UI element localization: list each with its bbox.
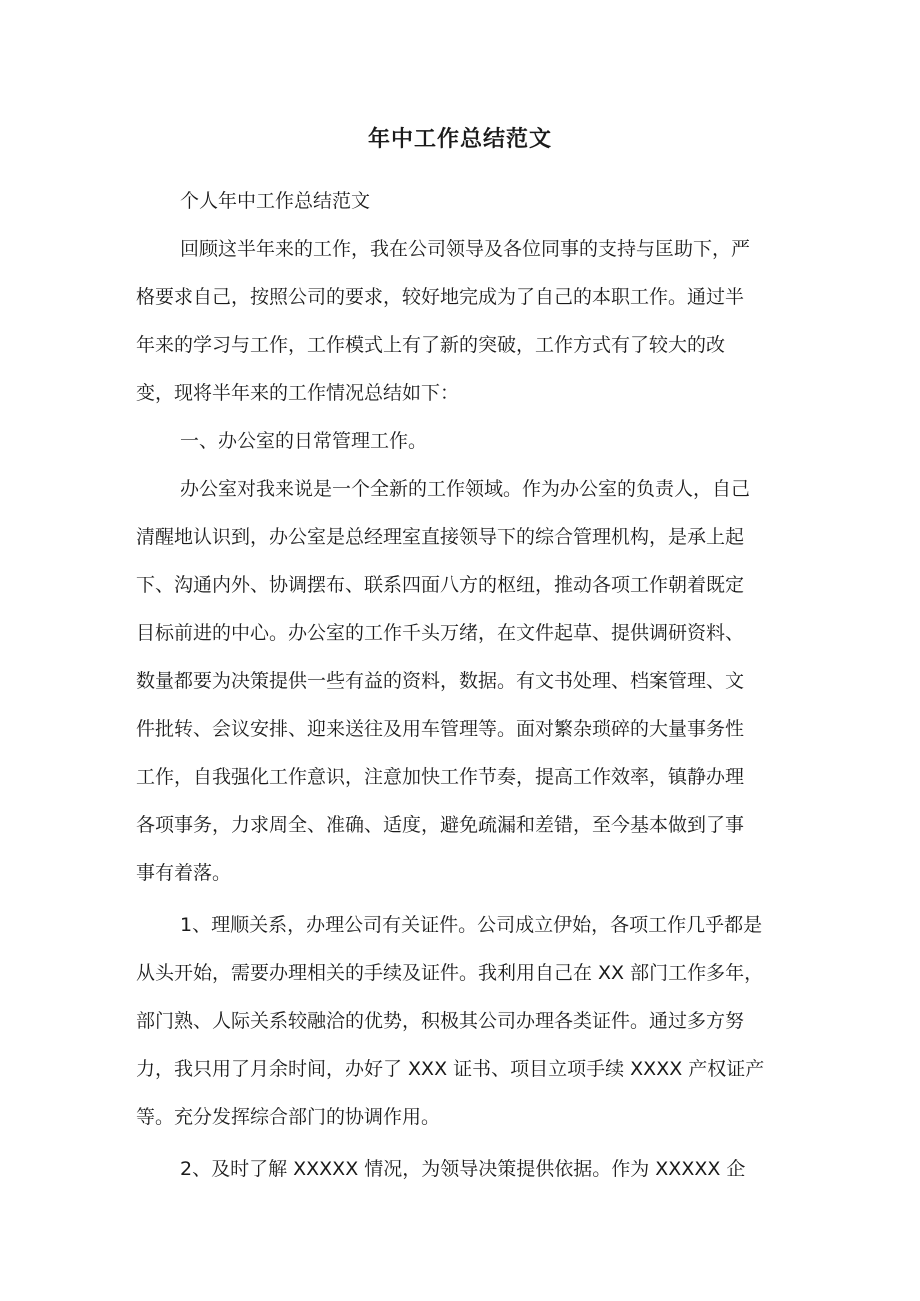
- paragraph-line: 目标前进的中心。办公室的工作千头万绪，在文件起草、提供调研资料、: [136, 622, 745, 644]
- paragraph-line: 清醒地认识到，办公室是总经理室直接领导下的综合管理机构，是承上起: [136, 526, 745, 548]
- paragraph-line: 年来的学习与工作，工作模式上有了新的突破，工作方式有了较大的改: [136, 334, 726, 356]
- paragraph-line: 数量都要为决策提供一些有益的资料，数据。有文书处理、档案管理、文: [136, 670, 745, 692]
- paragraph-line: 回顾这半年来的工作，我在公司领导及各位同事的支持与匡助下，严: [180, 238, 751, 260]
- paragraph-line: 2、及时了解 XXXXX 情况，为领导决策提供依据。作为 XXXXX 企: [180, 1158, 746, 1180]
- paragraph-line: 力，我只用了月余时间，办好了 XXX 证书、项目立项手续 XXXX 产权证产: [136, 1058, 765, 1080]
- paragraph-line: 部门熟、人际关系较融洽的优势，积极其公司办理各类证件。通过多方努: [136, 1010, 745, 1032]
- paragraph-line: 格要求自己，按照公司的要求，较好地完成为了自己的本职工作。通过半: [136, 286, 745, 308]
- paragraph-line: 变，现将半年来的工作情况总结如下：: [136, 382, 460, 404]
- paragraph-line: 事有着落。: [136, 862, 232, 884]
- section-heading: 一、办公室的日常管理工作。: [180, 430, 428, 452]
- paragraph-line: 下、沟通内外、协调摆布、联系四面八方的枢纽，推动各项工作朝着既定: [136, 574, 745, 596]
- paragraph-line: 各项事务，力求周全、准确、适度，避免疏漏和差错，至今基本做到了事: [136, 814, 745, 836]
- paragraph-line: 件批转、会议安排、迎来送往及用车管理等。面对繁杂琐碎的大量事务性: [136, 718, 745, 740]
- document-title: 年中工作总结范文: [367, 127, 552, 152]
- paragraph-line: 办公室对我来说是一个全新的工作领域。作为办公室的负责人，自己: [180, 478, 751, 500]
- subtitle-line: 个人年中工作总结范文: [180, 190, 371, 212]
- paragraph-line: 工作，自我强化工作意识，注意加快工作节奏，提高工作效率，镇静办理: [136, 766, 745, 788]
- paragraph-line: 1、理顺关系，办理公司有关证件。公司成立伊始，各项工作几乎都是: [180, 914, 763, 936]
- paragraph-line: 等。充分发挥综合部门的协调作用。: [136, 1106, 441, 1128]
- paragraph-line: 从头开始，需要办理相关的手续及证件。我利用自己在 XX 部门工作多年，: [136, 962, 764, 984]
